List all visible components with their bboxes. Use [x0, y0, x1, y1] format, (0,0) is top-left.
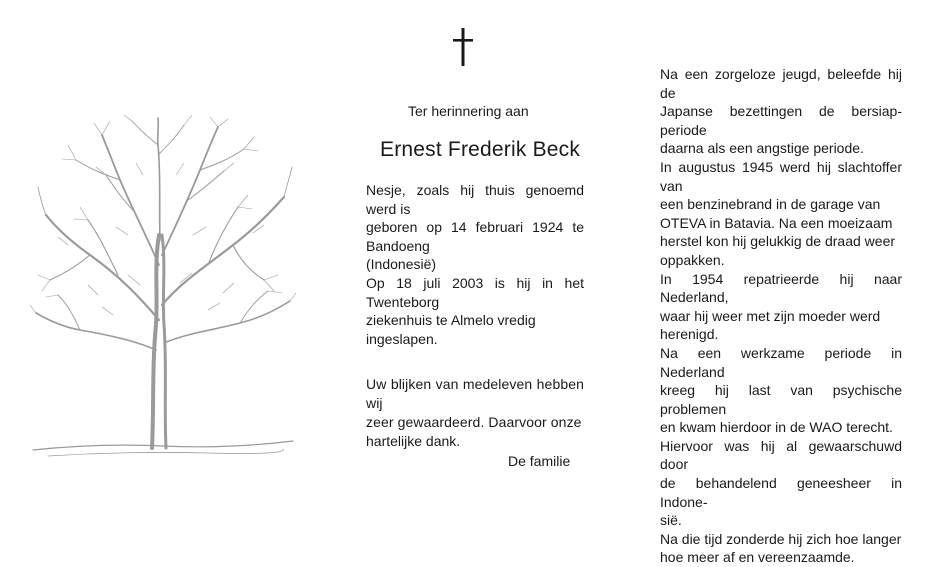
- thanks-paragraph: [366, 375, 584, 451]
- life-story: [660, 65, 902, 567]
- story-line: Hiervoor was hij al gewaarschuwd door: [660, 437, 902, 473]
- tree-illustration: [28, 115, 298, 465]
- bio-line: Op 18 juli 2003 is hij in het Twenteborg: [366, 274, 584, 310]
- intro-text: Ter herinnering aan: [408, 103, 529, 119]
- thanks-line: Uw blijken van medeleven hebben wij: [366, 376, 584, 411]
- story-line: daarna als een angstige periode.: [660, 140, 864, 157]
- story-line: Na een zorgeloze jeugd, beleefde hij de: [660, 66, 902, 101]
- story-line: In augustus 1945 werd hij slachtoffer van: [660, 158, 902, 194]
- story-line: en kwam hierdoor in de WAO terecht.: [660, 419, 893, 436]
- story-line: OTEVA in Batavia. Na een moeizaam: [660, 214, 893, 231]
- story-line: herstel kon hij gelukkig de draad weer: [660, 233, 896, 250]
- story-line: waar hij weer met zijn moeder werd: [660, 307, 881, 324]
- story-line: een benzinebrand in de garage van: [660, 196, 881, 213]
- story-line: In 1954 repatrieerde hij naar Nederland,: [660, 270, 902, 306]
- story-line: herenigd.: [660, 326, 719, 343]
- story-line: Na die tijd zonderde hij zich hoe langer: [660, 530, 902, 547]
- thanks-line: hartelijke dank.: [366, 433, 461, 449]
- story-line: de behandelend geneesheer in Indone-: [660, 475, 902, 510]
- bio-line: (Indonesië): [366, 256, 437, 273]
- signature: De familie: [508, 453, 571, 469]
- bio-line: Nesje, zoals hij thuis genoemd werd is: [366, 182, 584, 217]
- thanks-line: zeer gewaardeerd. Daarvoor onze: [366, 414, 582, 430]
- deceased-name: Ernest Frederik Beck: [380, 138, 581, 161]
- bio-paragraph: [366, 181, 584, 348]
- story-line: hoe meer af en vereenzaamde.: [660, 549, 855, 566]
- bio-line: geboren op 14 februari 1924 te Bandoeng: [366, 219, 584, 254]
- story-line: sië.: [660, 512, 682, 529]
- cross-icon: [452, 28, 474, 68]
- bio-line: ziekenhuis te Almelo vredig ingeslapen.: [366, 312, 536, 347]
- story-line: Japanse bezettingen de bersiap-periode: [660, 103, 902, 138]
- story-line: oppakken.: [660, 251, 725, 268]
- story-line: Na een werkzame periode in Nederland: [660, 344, 902, 380]
- story-line: kreeg hij last van psychische problemen: [660, 382, 902, 417]
